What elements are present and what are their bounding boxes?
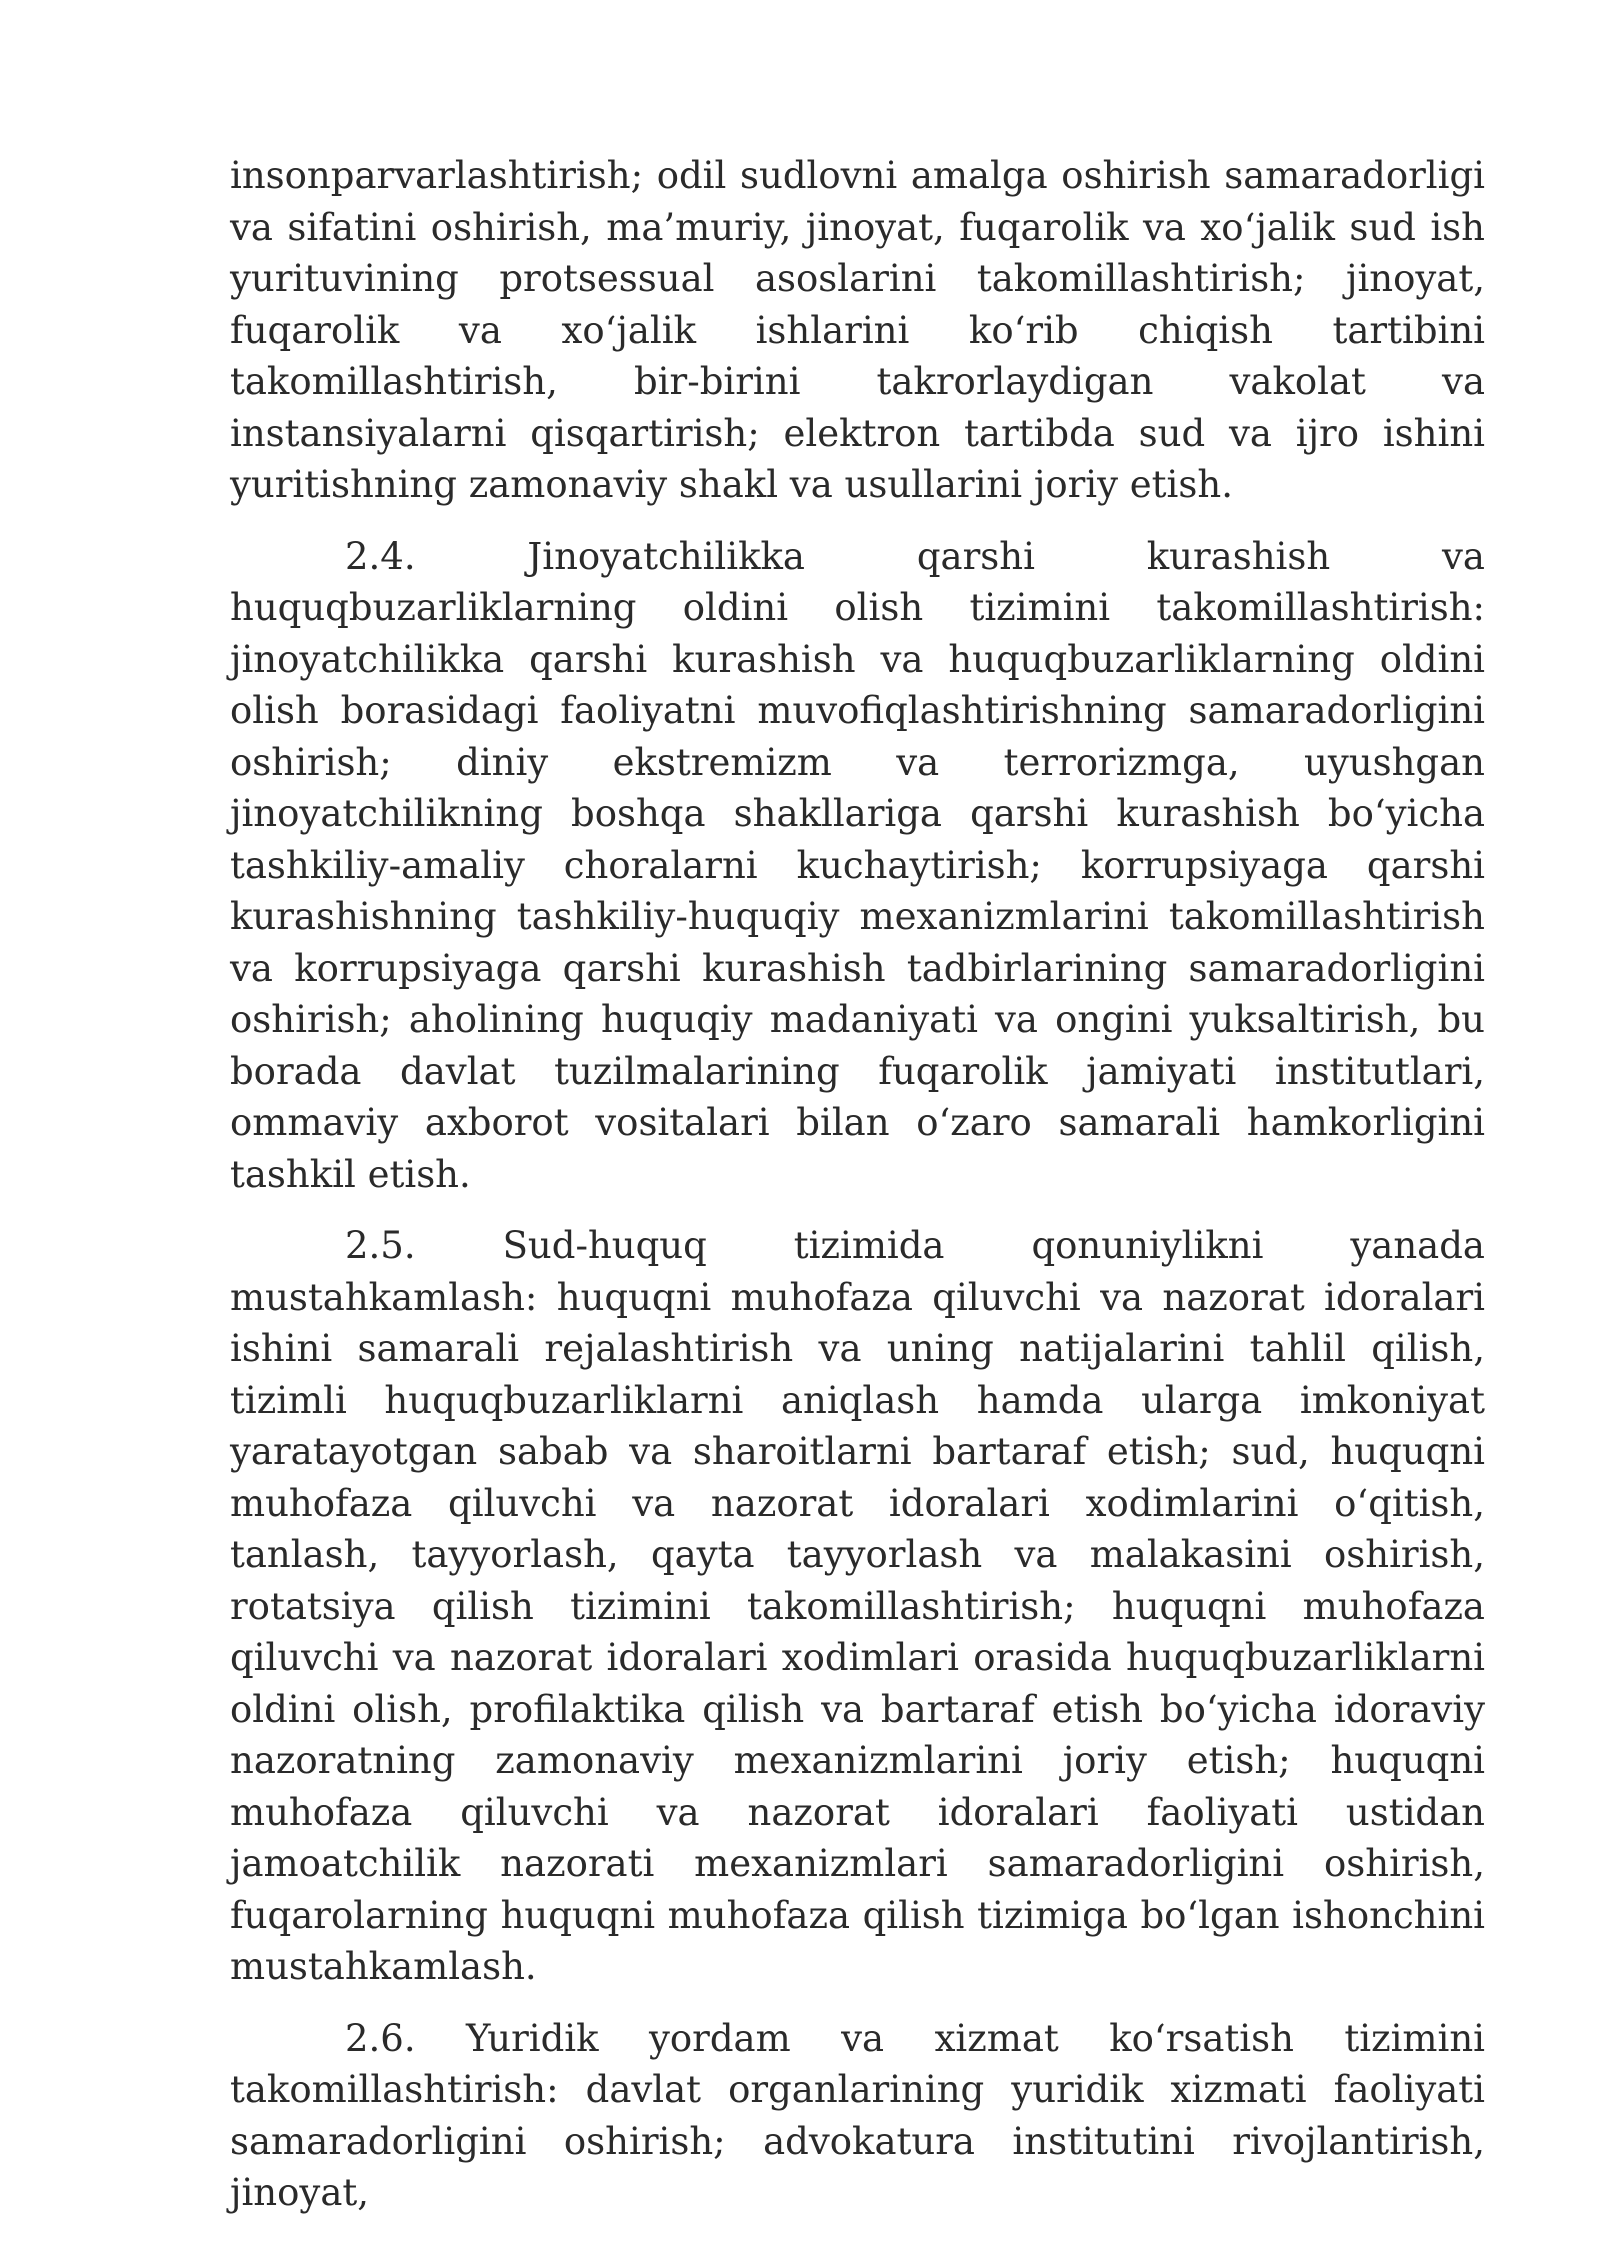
paragraph-section-2-6: 2.6. Yuridik yordam va xizmat ko‘rsatish tizimini takomillashtirish: davlat organlarining yuridik xizmati faoliyati samaradorligini oshirish; advokatura institutini rivojlantirish, jinoyat, — [230, 2016, 1485, 2214]
paragraph-continuation: insonparvarlashtirish; odil sudlovni amalga oshirish samaradorligi va sifatini oshirish, ma’muriy, jinoyat, fuqarolik va xo‘jalik sud ish yurituvining protsessual asoslarini takomillashtirish; jinoyat, fuqarolik va xo‘jalik ishlarini ko‘rib chiqish tartibini takomillashtirish, bir-birini takrorlaydigan vakolat va instansiyalarni qisqartirish; elektron tartibda sud va ijro ishini yuritishning zamonaviy shakl va usullarini joriy etish. — [230, 154, 1485, 506]
paragraph-section-2-5: 2.5. Sud-huquq tizimida qonuniylikni yanada mustahkamlash: huquqni muhofaza qiluvchi va nazorat idoralari ishini samarali rejalashtirish va uning natijalarini tahlil qilish, tizimli huquqbuzarliklarni aniqlash hamda ularga imkoniyat yaratayotgan sabab va sharoitlarni bartaraf etish; sud, huquqni muhofaza qiluvchi va nazorat idoralari xodimlarini o‘qitish, tanlash, tayyorlash, qayta tayyorlash va malakasini oshirish, rotatsiya qilish tizimini takomillashtirish; huquqni muhofaza qiluvchi va nazorat idoralari xodimlari orasida huquqbuzarliklarni oldini olish, profilaktika qilish va bartaraf etish bo‘yicha idoraviy nazoratning zamonaviy mexanizmlarini joriy etish; huquqni muhofaza qiluvchi va nazorat idoralari faoliyati ustidan jamoatchilik nazorati mexanizmlari samaradorligini oshirish, fuqarolarning huquqni muhofaza qilish tizimiga bo‘lgan ishonchini mustahkamlash. — [230, 1224, 1485, 1988]
paragraph-section-2-4: 2.4. Jinoyatchilikka qarshi kurashish va huquqbuzarliklarning oldini olish tizimini takomillashtirish: jinoyatchilikka qarshi kurashish va huquqbuzarliklarning oldini olish borasidagi faoliyatni muvofiqlashtirishning samaradorligini oshirish; diniy ekstremizm va terrorizmga, uyushgan jinoyatchilikning boshqa shakllariga qarshi kurashish bo‘yicha tashkiliy-amaliy choralarni kuchaytirish; korrupsiyaga qarshi kurashishning tashkiliy-huquqiy mexanizmlarini takomillashtirish va korrupsiyaga qarshi kurashish tadbirlarining samaradorligini oshirish; aholining huquqiy madaniyati va ongini yuksaltirish, bu borada davlat tuzilmalarining fuqarolik jamiyati institutlari, ommaviy axborot vositalari bilan o‘zaro samarali hamkorligini tashkil etish. — [230, 534, 1485, 1196]
document-page — [230, 150, 1485, 2219]
